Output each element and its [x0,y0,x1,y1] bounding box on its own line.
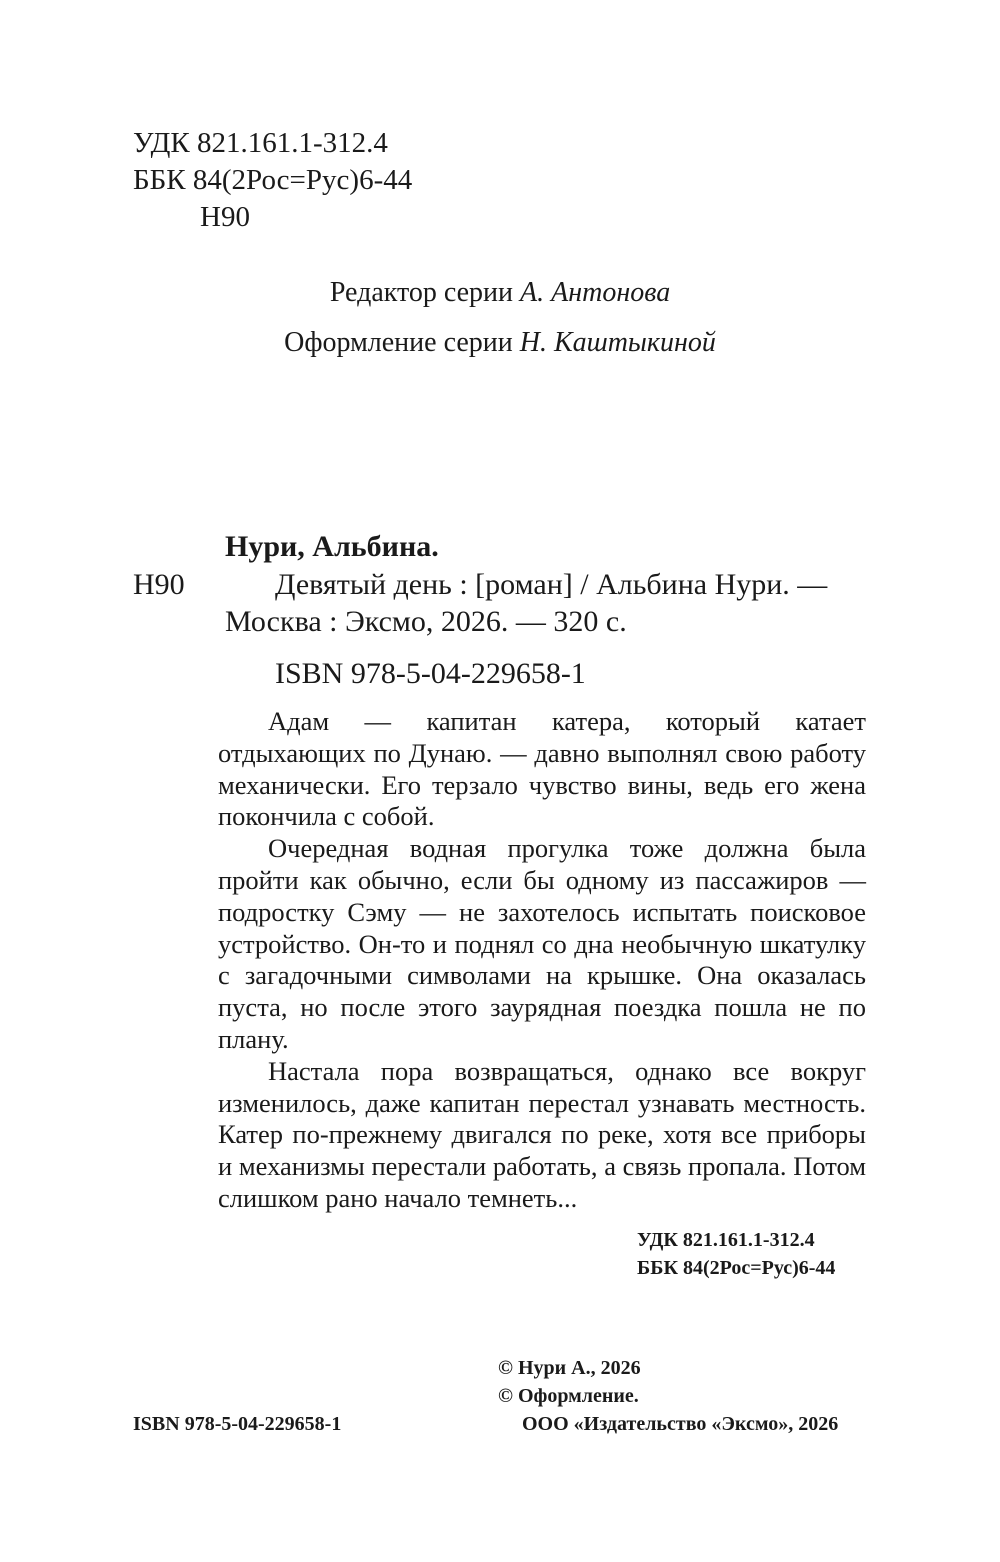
udk-code-top: УДК 821.161.1-312.4 [133,127,388,159]
author-sign: Н90 [133,568,185,601]
imprint-line: Москва : Эксмо, 2026. — 320 с. [225,605,627,638]
annotation-paragraph: Адам — капитан катера, который катает отдыхающих по Дунаю. — давно выполнял свою работу механически. Его терзало чувство вины, ведь его жена покончила с собой. [218,706,866,832]
isbn-record: ISBN 978-5-04-229658-1 [275,657,586,690]
design-credit [0,327,1000,359]
design-label: Оформление серии [284,327,520,358]
isbn-footer: ISBN 978-5-04-229658-1 [133,1413,342,1435]
copyright-author: © Нури А., 2026 [498,1357,641,1379]
design-name: Н. Каштыкиной [519,327,716,358]
annotation-paragraph: Настала пора возвращаться, однако все вокруг изменилось, даже капитан перестал узнавать местность. Катер по-прежнему двигался по реке, хотя все приборы и механизмы перестали работать, а связь пропала. Потом слишком рано начало темнеть... [218,1055,866,1213]
copyright-design-label: © Оформление. [498,1385,639,1407]
editor-credit [0,277,1000,309]
author-heading: Нури, Альбина. [225,530,439,563]
author-sign-top: Н90 [200,201,250,233]
title-line: Девятый день : [роман] / Альбина Нури. — [275,568,828,601]
editor-name: А. Антонова [520,277,671,308]
bbk-code-bottom: ББК 84(2Рос=Рус)6-44 [637,1257,836,1279]
annotation-paragraph: Очередная водная прогулка тоже должна была пройти как обычно, если бы одному из пассажиров — подростку Сэму — не захотелось испытать поисковое устройство. Он-то и поднял со дна необычную шкатулку с загадочными символами на крышке. Она оказалась пуста, но после этого заурядная поездка пошла не по плану. [218,833,866,1054]
bbk-code-top: ББК 84(2Рос=Рус)6-44 [133,164,413,196]
copyright-publisher: ООО «Издательство «Эксмо», 2026 [522,1413,839,1435]
editor-label: Редактор серии [329,277,521,308]
annotation [218,706,866,1215]
udk-code-bottom: УДК 821.161.1-312.4 [637,1229,815,1251]
